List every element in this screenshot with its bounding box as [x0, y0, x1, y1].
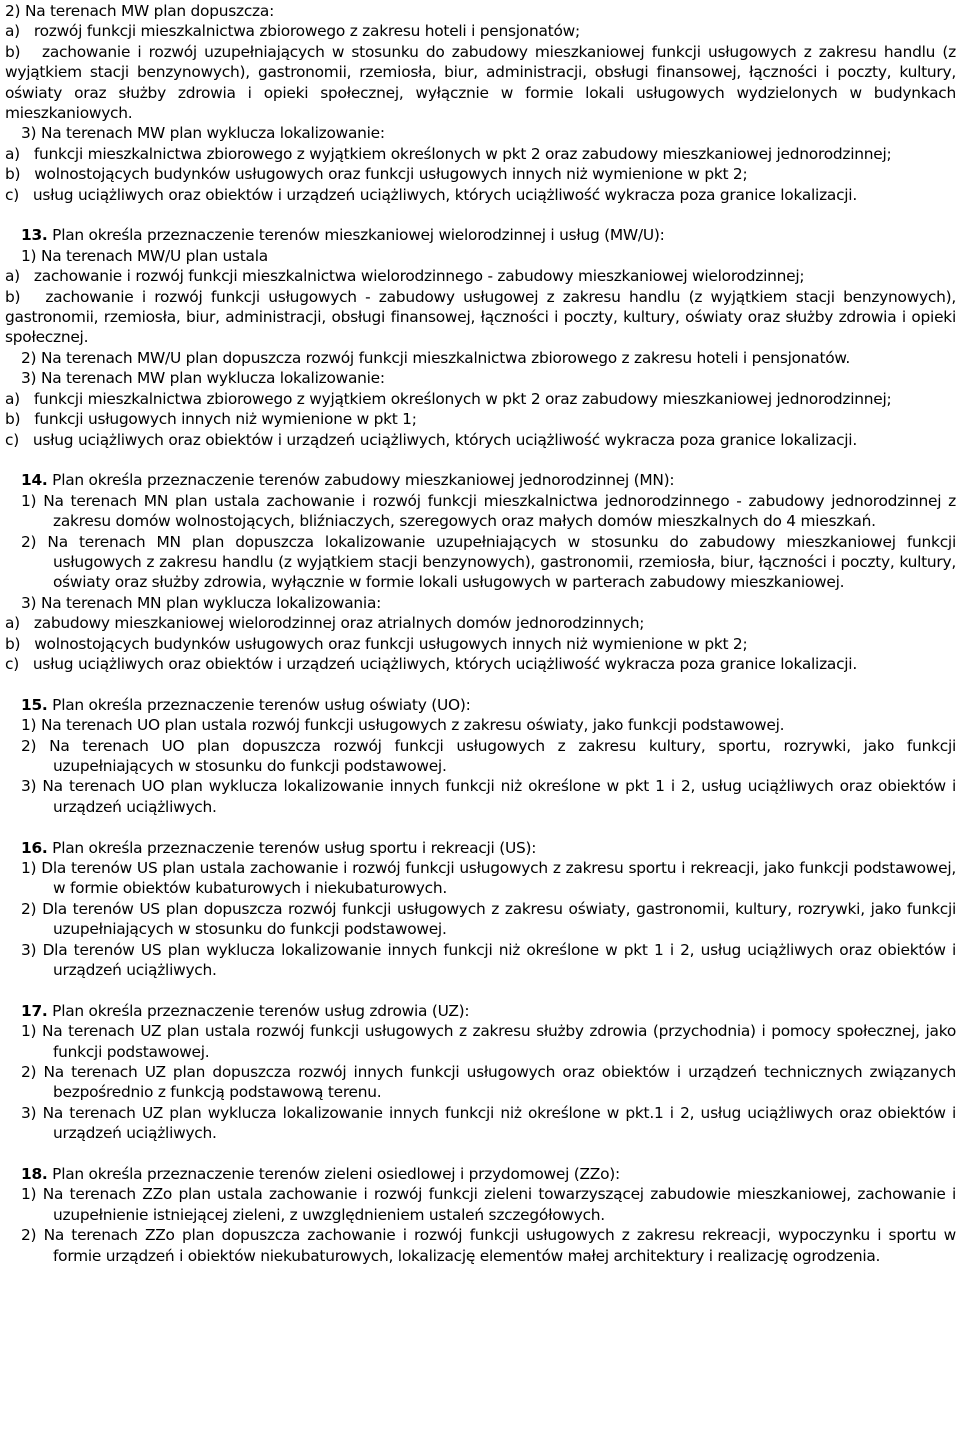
- list-item: 1) Na terenach UZ plan ustala rozwój funkcji usługowych z zakresu służby zdrowia (przychodnia) i pomocy społecznej, jako funkcji podstawowej.: [21, 1022, 956, 1061]
- list-item: 3) Na terenach MW plan wyklucza lokalizowanie:: [21, 369, 385, 388]
- list-item: a) rozwój funkcji mieszkalnictwa zbiorowego z zakresu hoteli i pensjonatów;: [5, 22, 580, 41]
- list-item: 2) Na terenach ZZo plan dopuszcza zachowanie i rozwój funkcji usługowych z zakresu rekreacji, wypoczynku i sportu w formie urządzeń i obiektów niekubaturowych, lokalizację elementów małej architektury i realizację ogrodzenia.: [21, 1226, 956, 1265]
- section-heading: [5, 470, 956, 490]
- list-item: 1) Na terenach MN plan ustala zachowanie i rozwój funkcji mieszkalnictwa jednorodzinnego - zabudowy jednorodzinnej z zakresu domów wolnostojących, bliźniaczych, szeregowych oraz małych domów mieszkalnych do 4 mieszkań.: [21, 491, 956, 531]
- list-item: 3) Dla terenów US plan wyklucza lokalizowanie innych funkcji niż określone w pkt 1 i 2, usług uciążliwych oraz obiektów i urządzeń uciążliwych.: [21, 940, 956, 980]
- list-item: 2) Na terenach MN plan dopuszcza lokalizowanie uzupełniających w stosunku do zabudowy mieszkaniowej funkcji usługowych z zakresu handlu (z wyjątkiem stacji benzynowych), gastronomii, rzemiosła, biur, łączności i poczty, kultury, oświaty oraz służby zdrowia, wyłącznie w formie lokali usługowych w parterach zabudowy mieszkaniowej.: [21, 532, 956, 592]
- section-title: Plan określa przeznaczenie terenów mieszkaniowej wielorodzinnej i usług (MW/U):: [47, 226, 665, 245]
- list-item: b) zachowanie i rozwój funkcji usługowych - zabudowy usługowej z zakresu handlu (z wyjątkiem stacji benzynowych), gastronomii, rzemiosła, biur, administracji, obsługi finansowej, łączności i poczty, kultury, oświaty oraz służby zdrowia i opieki społecznej.: [5, 287, 956, 347]
- section-heading: [5, 225, 956, 245]
- list-item: c) usług uciążliwych oraz obiektów i urządzeń uciążliwych, których uciążliwość wykracza poza granice lokalizacji.: [5, 185, 857, 204]
- list-item: a) zabudowy mieszkaniowej wielorodzinnej oraz atrialnych domów jednorodzinnych;: [5, 614, 645, 633]
- list-item: 1) Na terenach UO plan ustala rozwój funkcji usługowych z zakresu oświaty, jako funkcji podstawowej.: [21, 716, 785, 735]
- list-item: a) funkcji mieszkalnictwa zbiorowego z wyjątkiem określonych w pkt 2 oraz zabudowy mieszkaniowej jednorodzinnej;: [5, 144, 892, 163]
- list-item: 2) Na terenach MW plan dopuszcza:: [5, 2, 275, 20]
- list-item: a) funkcji mieszkalnictwa zbiorowego z wyjątkiem określonych w pkt 2 oraz zabudowy mieszkaniowej jednorodzinnej;: [5, 389, 892, 408]
- list-item: b) wolnostojących budynków usługowych oraz funkcji usługowych innych niż wymienione w pkt 2;: [5, 165, 748, 184]
- section-heading: [5, 1164, 956, 1184]
- list-item: c) usług uciążliwych oraz obiektów i urządzeń uciążliwych, których uciążliwość wykracza poza granice lokalizacji.: [5, 430, 857, 449]
- section-number: 14.: [21, 471, 48, 490]
- list-item: 3) Na terenach MW plan wyklucza lokalizowanie:: [21, 124, 385, 143]
- list-item: 2) Na terenach UZ plan dopuszcza rozwój innych funkcji usługowych oraz obiektów i urządzeń technicznych związanych bezpośrednio z funkcją podstawową terenu.: [21, 1063, 956, 1102]
- list-item: 3) Na terenach UZ plan wyklucza lokalizowanie innych funkcji niż określone w pkt.1 i 2, usług uciążliwych oraz obiektów i urządzeń uciążliwych.: [21, 1103, 956, 1143]
- list-item: 1) Na terenach MW/U plan ustala: [21, 246, 268, 265]
- list-item: 3) Na terenach UO plan wyklucza lokalizowanie innych funkcji niż określone w pkt 1 i 2, usług uciążliwych oraz obiektów i urządzeń uciążliwych.: [21, 777, 956, 816]
- list-item: 2) Na terenach MW/U plan dopuszcza rozwój funkcji mieszkalnictwa zbiorowego z zakresu hoteli i pensjonatów.: [21, 348, 850, 367]
- section-heading: [5, 1001, 956, 1021]
- list-item: 1) Dla terenów US plan ustala zachowanie i rozwój funkcji usługowych z zakresu sportu i rekreacji, jako funkcji podstawowej, w formie obiektów kubaturowych i niekubaturowych.: [21, 859, 956, 898]
- list-item: 1) Na terenach ZZo plan ustala zachowanie i rozwój funkcji zieleni towarzyszącej zabudowie mieszkaniowej, zachowanie i uzupełnienie istniejącej zieleni, z uwzględnieniem ustaleń szczegółowych.: [21, 1185, 956, 1224]
- list-item: a) zachowanie i rozwój funkcji mieszkalnictwa wielorodzinnego - zabudowy mieszkaniowej wielorodzinnej;: [5, 267, 805, 286]
- list-item: 2) Dla terenów US plan dopuszcza rozwój funkcji usługowych z zakresu oświaty, gastronomii, kultury, rozrywki, jako funkcji uzupełniających w stosunku do funkcji podstawowej.: [21, 899, 956, 939]
- section-number: 15.: [21, 695, 48, 714]
- section-number: 13.: [21, 226, 48, 245]
- list-item: b) wolnostojących budynków usługowych oraz funkcji usługowych innych niż wymienione w pkt 2;: [5, 634, 748, 653]
- list-item: 2) Na terenach UO plan dopuszcza rozwój funkcji usługowych z zakresu kultury, sportu, rozrywki, jako funkcji uzupełniających w stosunku do funkcji podstawowej.: [21, 736, 956, 775]
- section-heading: [5, 695, 956, 715]
- section-title: Plan określa przeznaczenie terenów usług oświaty (UO):: [47, 695, 471, 714]
- section-number: 17.: [21, 1001, 48, 1020]
- section-number: 18.: [21, 1165, 48, 1184]
- section-title: Plan określa przeznaczenie terenów usług zdrowia (UZ):: [47, 1001, 470, 1020]
- section-title: Plan określa przeznaczenie terenów zieleni osiedlowej i przydomowej (ZZo):: [47, 1165, 620, 1184]
- list-item: c) usług uciążliwych oraz obiektów i urządzeń uciążliwych, których uciążliwość wykracza poza granice lokalizacji.: [5, 654, 857, 673]
- section-title: Plan określa przeznaczenie terenów zabudowy mieszkaniowej jednorodzinnej (MN):: [47, 471, 675, 490]
- section-title: Plan określa przeznaczenie terenów usług sportu i rekreacji (US):: [47, 838, 537, 857]
- list-item: 3) Na terenach MN plan wyklucza lokalizowania:: [21, 593, 382, 612]
- section-heading: [5, 838, 956, 858]
- list-item: b) zachowanie i rozwój uzupełniających w stosunku do zabudowy mieszkaniowej funkcji usługowych z zakresu handlu (z wyjątkiem stacji benzynowych), gastronomii, rzemiosła, biur, administracji, obsługi finansowej, łączności i poczty, kultury, oświaty oraz służby zdrowia i opieki społecznej, wyłącznie w formie lokali usługowych wydzielonych w budynkach mieszkaniowych.: [5, 42, 956, 123]
- list-item: b) funkcji usługowych innych niż wymienione w pkt 1;: [5, 410, 417, 429]
- section-number: 16.: [21, 838, 48, 857]
